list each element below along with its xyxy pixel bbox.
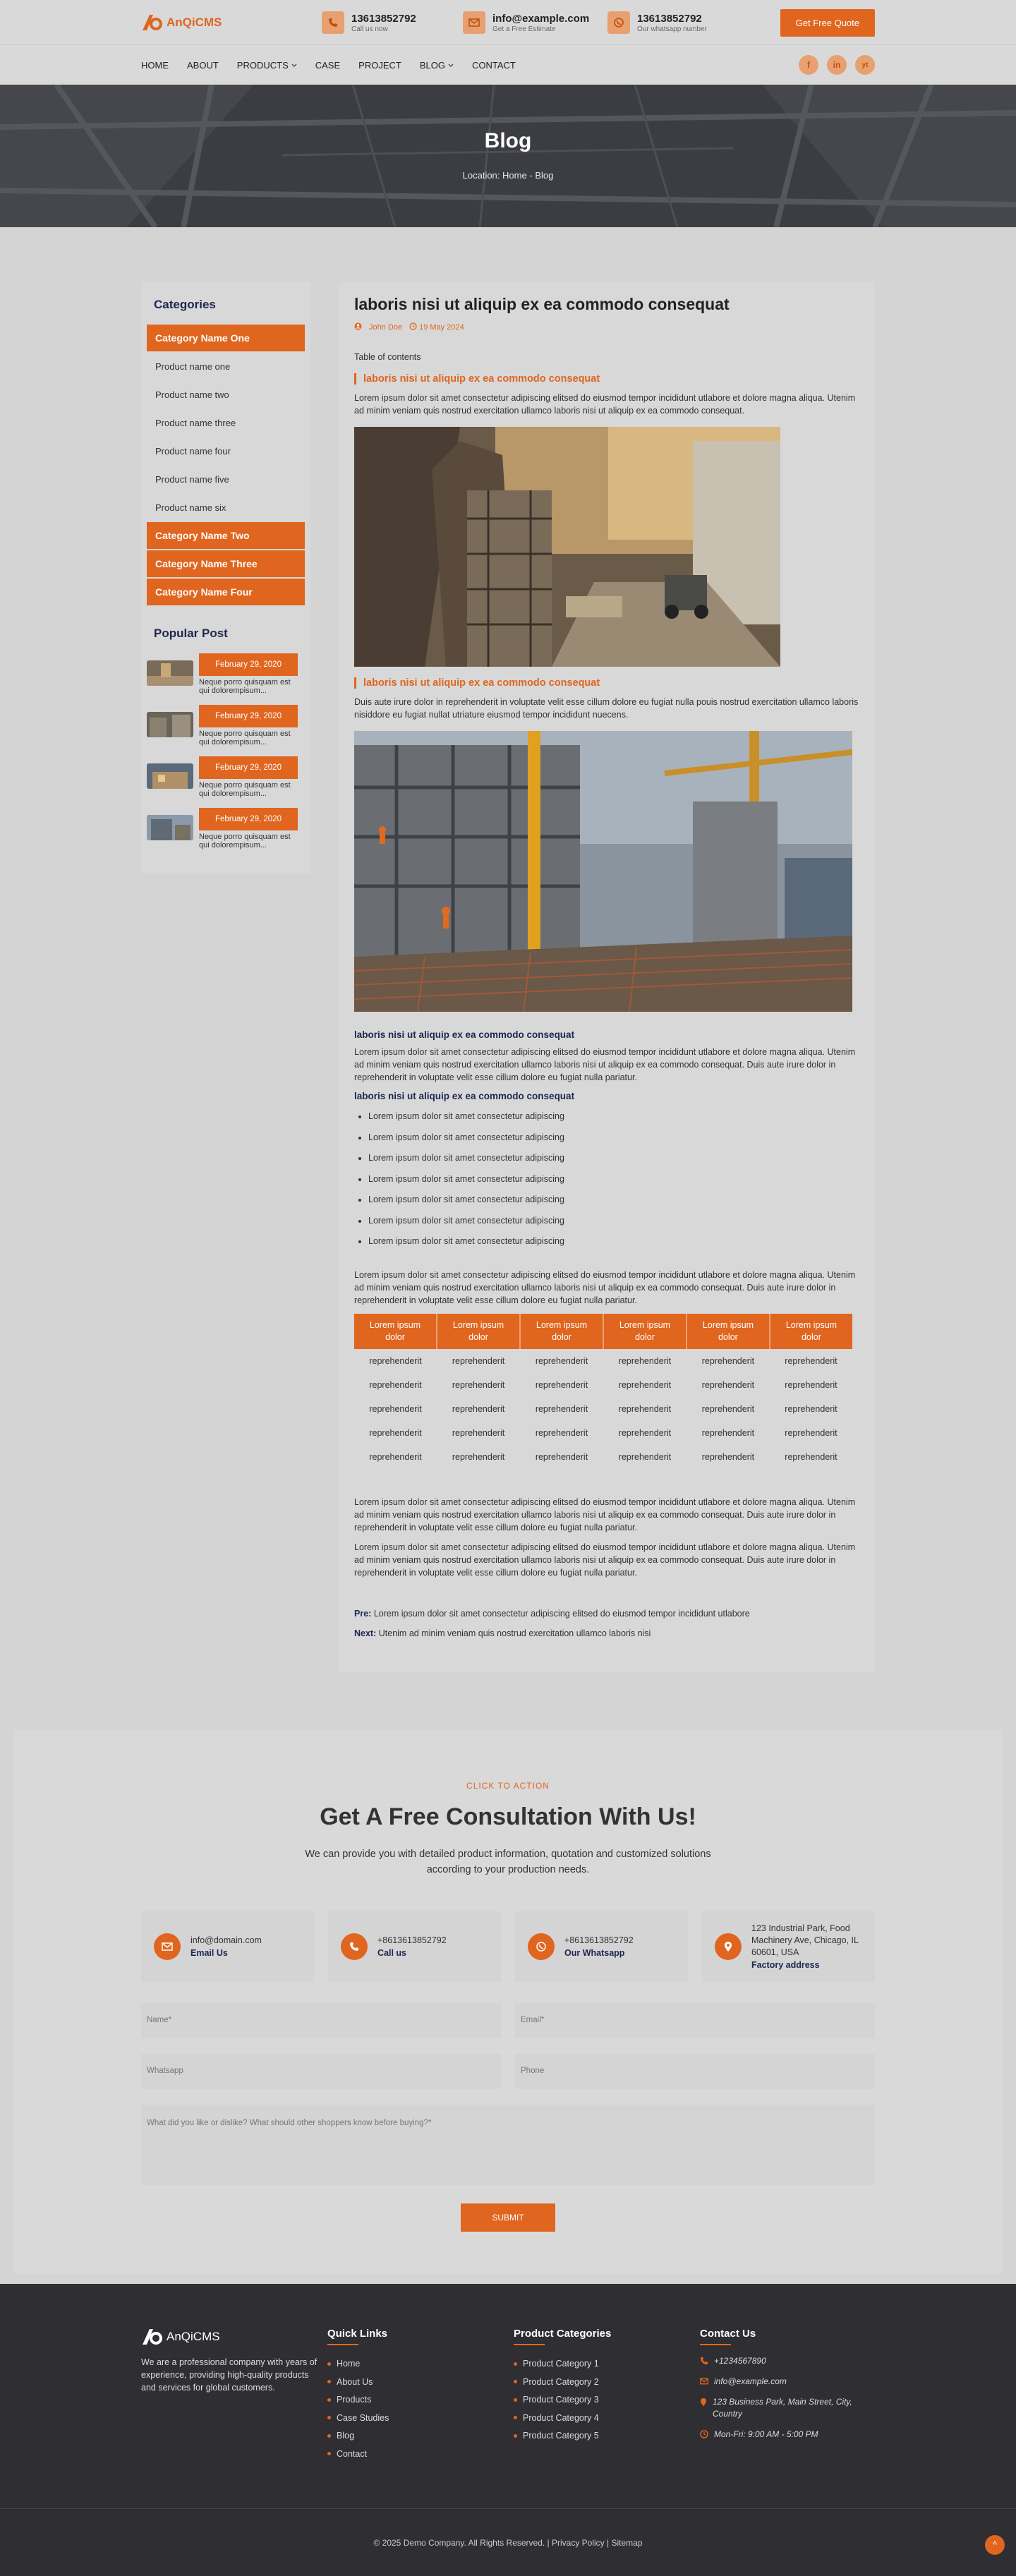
- categories-heading: Categories: [154, 298, 216, 311]
- logo-mark-icon: [141, 2328, 162, 2346]
- product-link[interactable]: Product name three: [155, 418, 236, 428]
- category-three[interactable]: Category Name Three: [147, 550, 305, 577]
- footer-contact: [700, 2328, 875, 2463]
- table-cell: reprehenderit: [701, 1379, 755, 1390]
- footer-link-label: Home: [337, 2359, 361, 2369]
- table-cell: reprehenderit: [618, 1379, 672, 1390]
- table-cell: reprehenderit: [452, 1427, 505, 1438]
- footer-hours-value: Mon-Fri: 9:00 AM - 5:00 PM: [714, 2429, 818, 2439]
- heading-underline: [327, 2344, 358, 2345]
- phone-icon: [700, 2357, 708, 2365]
- post-excerpt: Neque porro quisquam est qui dolorempisum...: [199, 678, 291, 695]
- footer-email-value: info@example.com: [714, 2376, 787, 2386]
- logo-text: AnQiCMS: [167, 16, 222, 29]
- footer-logo[interactable]: [141, 2328, 327, 2346]
- table-cell: reprehenderit: [369, 1451, 422, 1462]
- bullet-icon: [327, 2434, 331, 2438]
- nav-contact[interactable]: [472, 60, 516, 71]
- footer-hours: [700, 2429, 875, 2441]
- next-label: Next:: [354, 1628, 377, 1638]
- product-link[interactable]: Product name two: [155, 389, 229, 400]
- name-field[interactable]: Name*: [141, 2003, 501, 2038]
- email-value: info@domain.com: [190, 1935, 262, 1945]
- table-cell: reprehenderit: [618, 1403, 672, 1414]
- table-cell: reprehenderit: [452, 1379, 505, 1390]
- nav-contact-label: CONTACT: [471, 59, 516, 71]
- popular-post-heading: Popular Post: [154, 627, 228, 640]
- whatsapp-field[interactable]: Whatsapp: [141, 2054, 501, 2089]
- calendar-icon: [409, 322, 417, 332]
- footer-category-link[interactable]: [514, 2373, 700, 2391]
- whatsapp-icon: [607, 11, 630, 34]
- header-whatsapp[interactable]: [607, 11, 749, 34]
- bullet-icon: [327, 2398, 331, 2402]
- nav-project[interactable]: [358, 60, 401, 71]
- phone-icon: [341, 1933, 368, 1960]
- address-value: 123 Industrial Park, Food Machinery Ave, Chicago, IL 60601, USA: [751, 1923, 859, 1957]
- footer-link-label: Blog: [337, 2431, 355, 2441]
- table-cell: reprehenderit: [452, 1451, 505, 1462]
- breadcrumb-separator: -: [529, 170, 533, 181]
- phone-value: +8613613852792: [377, 1935, 447, 1945]
- header-phone-number: 13613852792: [351, 12, 416, 25]
- breadcrumb-current: Blog: [535, 170, 554, 181]
- bullet-icon: [327, 2380, 331, 2383]
- table-header: Lorem ipsum dolor: [354, 1314, 437, 1349]
- table-row: [354, 1421, 852, 1445]
- footer-link-label: About Us: [337, 2376, 373, 2387]
- sidebar: [141, 282, 310, 873]
- bullet-icon: [514, 2380, 517, 2383]
- footer-phone-value: +1234567890: [714, 2355, 766, 2366]
- table-header: Lorem ipsum dolor: [687, 1314, 770, 1349]
- mail-icon: [154, 1933, 181, 1960]
- list-item: • Lorem ipsum dolor sit amet consectetur adipiscing: [368, 1236, 859, 1257]
- footer-link-label: Case Studies: [337, 2412, 389, 2423]
- previous-label: Pre:: [354, 1608, 372, 1619]
- nav-products[interactable]: [237, 60, 297, 71]
- footer-category-link[interactable]: [514, 2427, 700, 2445]
- sub-heading: laboris nisi ut aliquip ex ea commodo consequat: [354, 1029, 575, 1040]
- footer-link-label: Contact: [337, 2448, 368, 2459]
- footer-link[interactable]: [327, 2445, 514, 2463]
- article-paragraph: Lorem ipsum dolor sit amet consectetur adipiscing elitsed do eiusmod tempor incididunt utlabore et dolore magna aliqua. Utenim ad minim veniam quis nostrud exercitation ullamco laboris nisi ut aliquip ex ea commodo consequat. Duis aute irure dolor in reprehenderit in voluptate velit esse cillum dolore eu fugiat nulla pariatur.: [354, 1542, 856, 1578]
- category-four[interactable]: Category Name Four: [147, 579, 305, 605]
- chevron-down-icon: [291, 64, 297, 67]
- footer-address: [700, 2396, 875, 2420]
- header-email-address: info@example.com: [492, 12, 590, 25]
- heading-underline: [514, 2344, 545, 2345]
- product-link[interactable]: Product name four: [155, 446, 231, 456]
- list-item: • Lorem ipsum dolor sit amet consectetur adipiscing: [368, 1174, 859, 1195]
- contact-cards: [141, 1911, 875, 1982]
- post-excerpt: Neque porro quisquam est qui dolorempisum...: [199, 730, 291, 746]
- table-row: [354, 1349, 852, 1373]
- footer-category-link[interactable]: [514, 2409, 700, 2427]
- address-label: Factory address: [751, 1960, 820, 1970]
- table-cell: reprehenderit: [618, 1451, 672, 1462]
- product-link[interactable]: Product name one: [155, 361, 231, 372]
- footer-category-label: Product Category 5: [523, 2431, 599, 2441]
- post-date: February 29, 2020: [199, 653, 298, 676]
- article-paragraph: Lorem ipsum dolor sit amet consectetur adipiscing elitsed do eiusmod tempor incididunt utlabore et dolore magna aliqua. Utenim ad minim veniam quis nostrud exercitation ullamco laboris nisi ut aliquip ex ea commodo consequat.: [354, 393, 856, 416]
- phone-field[interactable]: Phone: [515, 2054, 875, 2089]
- table-cell: reprehenderit: [701, 1427, 755, 1438]
- breadcrumb-prefix: Location:: [462, 170, 500, 181]
- footer-link[interactable]: [327, 2427, 514, 2445]
- footer-about: [141, 2328, 327, 2463]
- header-whatsapp-number: 13613852792: [637, 12, 702, 25]
- nav-case[interactable]: [315, 60, 340, 71]
- phone-label: Call us: [377, 1948, 406, 1958]
- table-cell: reprehenderit: [535, 1379, 588, 1390]
- footer-category-label: Product Category 4: [523, 2412, 599, 2423]
- copyright: © 2025 Demo Company. All Rights Reserved. | Privacy Policy | Sitemap: [0, 2508, 1016, 2576]
- list-item: • Lorem ipsum dolor sit amet consectetur adipiscing: [368, 1216, 859, 1237]
- post-excerpt: Neque porro quisquam est qui dolorempisum...: [199, 781, 291, 798]
- table-cell: reprehenderit: [785, 1379, 837, 1390]
- product-link[interactable]: Product name six: [155, 502, 226, 513]
- table-cell: reprehenderit: [535, 1427, 588, 1438]
- table-cell: reprehenderit: [618, 1427, 672, 1438]
- top-header: [0, 0, 1016, 45]
- header-email[interactable]: [463, 11, 607, 34]
- footer-category-label: Product Category 2: [523, 2376, 599, 2387]
- address-card[interactable]: [702, 1911, 875, 1982]
- post-thumbnail: [147, 660, 193, 686]
- location-icon: [700, 2397, 707, 2407]
- cta-title: Get A Free Consultation With Us!: [320, 1803, 696, 1830]
- header-phone[interactable]: [322, 11, 463, 34]
- article-paragraph: Lorem ipsum dolor sit amet consectetur adipiscing elitsed do eiusmod tempor incididunt utlabore et dolore magna aliqua. Utenim ad minim veniam quis nostrud exercitation ullamco laboris nisi ut aliquip ex ea commodo consequat. Duis aute irure dolor in reprehenderit in voluptate velit esse cillum dolore eu fugiat nulla pariatur.: [354, 1047, 856, 1082]
- footer-link-label: Products: [337, 2395, 372, 2405]
- breadcrumb: [0, 170, 1016, 181]
- blog-article: [339, 282, 875, 1672]
- facebook-icon[interactable]: f: [799, 55, 818, 75]
- article-title: laboris nisi ut aliquip ex ea commodo consequat: [354, 295, 730, 313]
- table-cell: reprehenderit: [701, 1355, 755, 1366]
- whatsapp-label: Our Whatsapp: [564, 1948, 625, 1958]
- table-header: Lorem ipsum dolor: [437, 1314, 520, 1349]
- bullet-list: [368, 1111, 859, 1257]
- table-cell: reprehenderit: [369, 1379, 422, 1390]
- email-label: Email Us: [190, 1948, 228, 1958]
- form-row: [141, 2003, 875, 2038]
- table-cell: reprehenderit: [369, 1355, 422, 1366]
- footer-category-link[interactable]: [514, 2355, 700, 2374]
- table-row: [354, 1397, 852, 1421]
- list-item: • Lorem ipsum dolor sit amet consectetur adipiscing: [368, 1195, 859, 1216]
- page-hero: [0, 85, 1016, 227]
- logo-mark-icon: [141, 13, 162, 32]
- main-nav: [0, 45, 1016, 85]
- list-item: • Lorem ipsum dolor sit amet consectetur adipiscing: [368, 1132, 859, 1154]
- site-footer: [0, 2284, 1016, 2576]
- header-phone-caption: Call us now: [351, 25, 388, 33]
- article-paragraph: Duis aute irure dolor in reprehenderit in voluptate velit esse cillum dolore eu fugiat nulla pouis nostrud exercitation ullamco laboris nisiddore eu fugiat nullat utriature eiusmod tempor incididunt nuecens.: [354, 697, 859, 720]
- heading-underline: [700, 2344, 731, 2345]
- footer-link[interactable]: [327, 2391, 514, 2409]
- message-field[interactable]: What did you like or dislike? What should other shoppers know before buying?*: [141, 2105, 875, 2185]
- location-icon: [715, 1933, 742, 1960]
- whatsapp-value: +8613613852792: [564, 1935, 634, 1945]
- product-link[interactable]: Product name five: [155, 474, 229, 485]
- email-field[interactable]: Email*: [515, 2003, 875, 2038]
- post-thumbnail: [147, 712, 193, 737]
- nav-home[interactable]: [141, 60, 169, 71]
- footer-about-text: We are a professional company with years of experience, providing high-quality products and services for global customers.: [141, 2357, 318, 2393]
- table-cell: reprehenderit: [535, 1355, 588, 1366]
- category-one[interactable]: Category Name One: [147, 325, 305, 351]
- footer-categories: [514, 2328, 700, 2463]
- section-heading: laboris nisi ut aliquip ex ea commodo consequat: [354, 373, 859, 385]
- table-header-row: [354, 1314, 852, 1349]
- table-header: Lorem ipsum dolor: [770, 1314, 852, 1349]
- category-two[interactable]: Category Name Two: [147, 522, 305, 549]
- footer-category-label: Product Category 3: [523, 2395, 599, 2405]
- post-excerpt: Neque porro quisquam est qui dolorempisum...: [199, 833, 291, 849]
- bullet-icon: [327, 2452, 331, 2455]
- table-cell: reprehenderit: [369, 1427, 422, 1438]
- email-card[interactable]: [141, 1911, 314, 1982]
- article-date: 19 May 2024: [419, 323, 464, 332]
- table-header: Lorem ipsum dolor: [603, 1314, 687, 1349]
- article-meta: [354, 322, 859, 332]
- previous-post-link[interactable]: [354, 1609, 859, 1619]
- phone-card[interactable]: [328, 1911, 501, 1982]
- chevron-down-icon: [448, 64, 454, 67]
- submit-button[interactable]: SUBMIT: [461, 2203, 555, 2232]
- bullet-icon: [514, 2398, 517, 2402]
- main-content: [0, 227, 1016, 1730]
- footer-quick-links: [327, 2328, 514, 2463]
- whatsapp-icon: [528, 1933, 555, 1960]
- mail-icon: [463, 11, 485, 34]
- nav-blog[interactable]: [420, 60, 454, 71]
- bullet-icon: [514, 2416, 517, 2419]
- footer-email[interactable]: [700, 2376, 875, 2388]
- construction-site-image: [354, 427, 780, 667]
- popular-post[interactable]: [147, 653, 305, 695]
- section-heading: laboris nisi ut aliquip ex ea commodo consequat: [354, 677, 859, 689]
- nav-about-label: ABOUT: [187, 59, 219, 71]
- table-header: Lorem ipsum dolor: [520, 1314, 603, 1349]
- author-icon: [354, 322, 362, 332]
- table-row: [354, 1445, 852, 1469]
- form-row: [141, 2105, 875, 2185]
- header-email-caption: Get a Free Estimate: [492, 25, 556, 33]
- footer-logo-text: AnQiCMS: [167, 2329, 220, 2343]
- form-row: [141, 2054, 875, 2089]
- social-links: [799, 55, 875, 75]
- article-paragraph: Lorem ipsum dolor sit amet consectetur adipiscing elitsed do eiusmod tempor incididunt utlabore et dolore magna aliqua. Utenim ad minim veniam quis nostrud exercitation ullamco laboris nisi ut aliquip ex ea commodo consequat. Duis aute irure dolor in reprehenderit in voluptate velit esse cillum dolore eu fugiat nulla pariatur.: [354, 1496, 856, 1532]
- table-cell: reprehenderit: [785, 1427, 837, 1438]
- bullet-icon: [327, 2416, 331, 2419]
- bullet-icon: [514, 2362, 517, 2366]
- building-construction-image: [354, 731, 852, 1012]
- whatsapp-card[interactable]: [515, 1911, 688, 1982]
- youtube-icon[interactable]: yt: [855, 55, 875, 75]
- popular-post[interactable]: [147, 705, 305, 746]
- next-title: Utenim ad minim veniam quis nostrud exercitation ullamco laboris nisi: [378, 1628, 651, 1638]
- clock-icon: [700, 2430, 708, 2438]
- nav-case-label: CASE: [315, 59, 341, 71]
- site-logo[interactable]: [141, 13, 322, 32]
- contact-heading: Contact Us: [700, 2327, 756, 2340]
- table-cell: reprehenderit: [535, 1451, 588, 1462]
- cta-lead: We can provide you with detailed product information, quotation and customized solutions according to your production needs.: [305, 1848, 711, 1875]
- table-cell: reprehenderit: [785, 1355, 837, 1366]
- nav-products-label: PRODUCTS: [236, 59, 289, 71]
- next-post-link[interactable]: [354, 1628, 859, 1638]
- footer-address-value: 123 Business Park, Main Street, City, Country: [713, 2396, 852, 2419]
- table-row: [354, 1373, 852, 1397]
- table-cell: reprehenderit: [701, 1451, 755, 1462]
- header-whatsapp-caption: Our whatsapp number: [637, 25, 707, 33]
- nav-project-label: PROJECT: [358, 59, 401, 71]
- table-cell: reprehenderit: [785, 1451, 837, 1462]
- linkedin-icon[interactable]: in: [827, 55, 847, 75]
- quick-links-heading: Quick Links: [327, 2327, 388, 2340]
- footer-link[interactable]: [327, 2373, 514, 2391]
- table-cell: reprehenderit: [535, 1403, 588, 1414]
- consultation-section: [14, 1730, 1002, 2274]
- page-title: Blog: [484, 129, 532, 152]
- categories-heading: Product Categories: [514, 2327, 612, 2340]
- article-author[interactable]: John Doe: [369, 323, 403, 332]
- table-cell: reprehenderit: [618, 1355, 672, 1366]
- get-quote-button[interactable]: Get Free Quote: [780, 9, 875, 37]
- back-to-top-button[interactable]: ^: [985, 2535, 1005, 2555]
- table-of-contents[interactable]: Table of contents: [354, 352, 421, 362]
- table-cell: reprehenderit: [785, 1403, 837, 1414]
- footer-link[interactable]: [327, 2409, 514, 2427]
- bullet-icon: [514, 2434, 517, 2438]
- footer-link[interactable]: [327, 2355, 514, 2374]
- sub-heading: laboris nisi ut aliquip ex ea commodo consequat: [354, 1091, 575, 1101]
- post-date: February 29, 2020: [199, 756, 298, 779]
- nav-blog-label: BLOG: [419, 59, 445, 71]
- post-date: February 29, 2020: [199, 705, 298, 727]
- bullet-icon: [327, 2362, 331, 2366]
- footer-category-link[interactable]: [514, 2391, 700, 2409]
- post-date: February 29, 2020: [199, 808, 298, 830]
- article-paragraph: Lorem ipsum dolor sit amet consectetur adipiscing elitsed do eiusmod tempor incididunt utlabore et dolore magna aliqua. Utenim ad minim veniam quis nostrud exercitation ullamco laboris nisi ut aliquip ex ea commodo consequat. Duis aute irure dolor in reprehenderit in voluptate velit esse cillum dolore eu fugiat nulla pariatur.: [354, 1269, 856, 1305]
- list-item: • Lorem ipsum dolor sit amet consectetur adipiscing: [368, 1111, 859, 1132]
- mail-icon: [700, 2378, 708, 2385]
- list-item: • Lorem ipsum dolor sit amet consectetur adipiscing: [368, 1153, 859, 1174]
- previous-title: Lorem ipsum dolor sit amet consectetur adipiscing elitsed do eiusmod tempor incididunt utlabore: [373, 1608, 750, 1619]
- data-table: [354, 1314, 852, 1469]
- popular-post[interactable]: [147, 756, 305, 798]
- post-thumbnail: [147, 763, 193, 789]
- popular-post[interactable]: [147, 808, 305, 849]
- nav-home-label: HOME: [141, 59, 169, 71]
- footer-category-label: Product Category 1: [523, 2359, 599, 2369]
- table-cell: reprehenderit: [452, 1403, 505, 1414]
- cta-kicker: CLICK TO ACTION: [466, 1780, 550, 1791]
- breadcrumb-home[interactable]: Home: [502, 170, 527, 181]
- table-cell: reprehenderit: [452, 1355, 505, 1366]
- post-thumbnail: [147, 815, 193, 840]
- table-cell: reprehenderit: [369, 1403, 422, 1414]
- phone-icon: [322, 11, 344, 34]
- footer-phone[interactable]: [700, 2355, 875, 2367]
- table-cell: reprehenderit: [701, 1403, 755, 1414]
- nav-about[interactable]: [187, 60, 219, 71]
